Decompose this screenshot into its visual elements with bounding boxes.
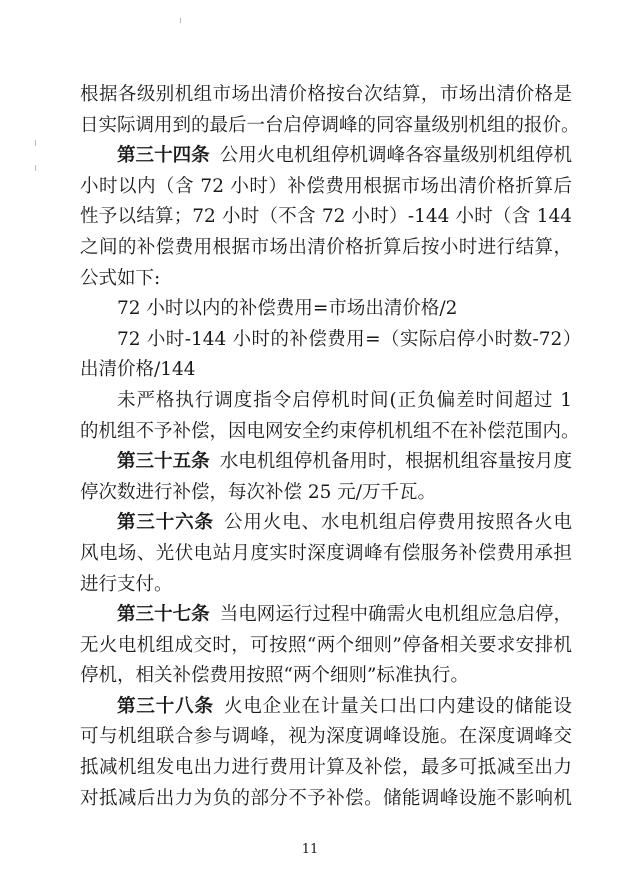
- article-heading: 第三十七条: [117, 604, 210, 626]
- text-line: [80, 111, 580, 142]
- line-text: 日实际调用到的最后一台启停调峰的同容量级别机组的报价。: [80, 114, 580, 136]
- text-line: [80, 172, 572, 203]
- article-line: [80, 692, 572, 723]
- line-text: 可与机组联合参与调峰，视为深度调峰设施。在深度调峰交: [80, 726, 572, 748]
- line-text: 72 小时以内的补偿费用=市场出清价格/2: [117, 298, 458, 320]
- scan-mark: [35, 140, 36, 146]
- page-number: 11: [301, 842, 319, 857]
- article-heading: 第三十六条: [117, 512, 214, 534]
- line-text: 公用火电机组停机调峰各容量级别机组停机: [219, 145, 572, 167]
- text-line: [80, 661, 572, 692]
- article-heading: 第三十八条: [117, 695, 214, 717]
- text-line: [80, 294, 572, 325]
- line-text: 性予以结算；72 小时（不含 72 小时）-144 小时（含 144: [80, 206, 572, 228]
- text-line: [80, 355, 572, 386]
- line-text: 的机组不予补偿，因电网安全约束停机机组不在补偿范围内。: [80, 420, 580, 442]
- line-text: 未严格执行调度指令启停机时间(正负偏差时间超过 1: [117, 389, 572, 411]
- line-text: 公用火电、水电机组启停费用按照各火电: [223, 512, 572, 534]
- text-line: [80, 202, 572, 233]
- line-text: 对抵减后出力为负的部分不予补偿。储能调峰设施不影响机: [80, 787, 572, 809]
- text-line: [80, 417, 580, 448]
- text-line: [80, 631, 572, 662]
- text-line: [80, 478, 572, 509]
- article-line: [80, 141, 572, 172]
- text-line: [80, 539, 572, 570]
- line-text: 无火电机组成交时，可按照“两个细则”停备相关要求安排机: [80, 634, 572, 656]
- article-line: [80, 508, 572, 539]
- line-text: 进行支付。: [80, 573, 173, 595]
- line-text: 抵减机组发电出力进行费用计算及补偿，最多可抵减至出力: [80, 757, 572, 779]
- article-line: [80, 447, 572, 478]
- line-text: 水电机组停机备用时，根据机组容量按月度: [219, 451, 572, 473]
- text-line: [80, 325, 572, 356]
- line-text: 72 小时-144 小时的补偿费用=（实际启停小时数-72）: [117, 328, 572, 350]
- scan-mark: [180, 18, 181, 23]
- line-text: 之间的补偿费用根据市场出清价格折算后按小时进行结算，: [80, 236, 572, 258]
- line-text: 停机，相关补偿费用按照“两个细则”标准执行。: [80, 665, 469, 687]
- line-text: 小时以内（含 72 小时）补偿费用根据市场出清价格折算后: [80, 175, 572, 197]
- line-text: 当电网运行过程中确需火电机组应急启停，: [219, 604, 572, 626]
- article-heading: 第三十四条: [117, 145, 210, 167]
- text-line: [80, 722, 572, 753]
- text-line: [80, 753, 572, 784]
- text-line: [80, 386, 572, 417]
- line-text: 停次数进行补偿，每次补偿 25 元/万千瓦。: [80, 481, 437, 503]
- article-line: [80, 600, 572, 631]
- text-line: [80, 570, 572, 601]
- line-text: 出清价格/144: [80, 359, 196, 381]
- text-line: [80, 80, 572, 111]
- line-text: 公式如下:: [80, 267, 161, 289]
- text-line: [80, 264, 572, 295]
- document-body: [80, 80, 580, 814]
- line-text: 根据各级别机组市场出清价格按台次结算，市场出清价格是: [80, 84, 572, 105]
- text-line: [80, 233, 572, 264]
- article-heading: 第三十五条: [117, 451, 210, 473]
- line-text: 火电企业在计量关口出口内建设的储能设: [223, 695, 572, 717]
- line-text: 风电场、光伏电站月度实时深度调峰有偿服务补偿费用承担: [80, 542, 572, 564]
- scan-mark: [35, 165, 36, 171]
- text-line: [80, 784, 572, 815]
